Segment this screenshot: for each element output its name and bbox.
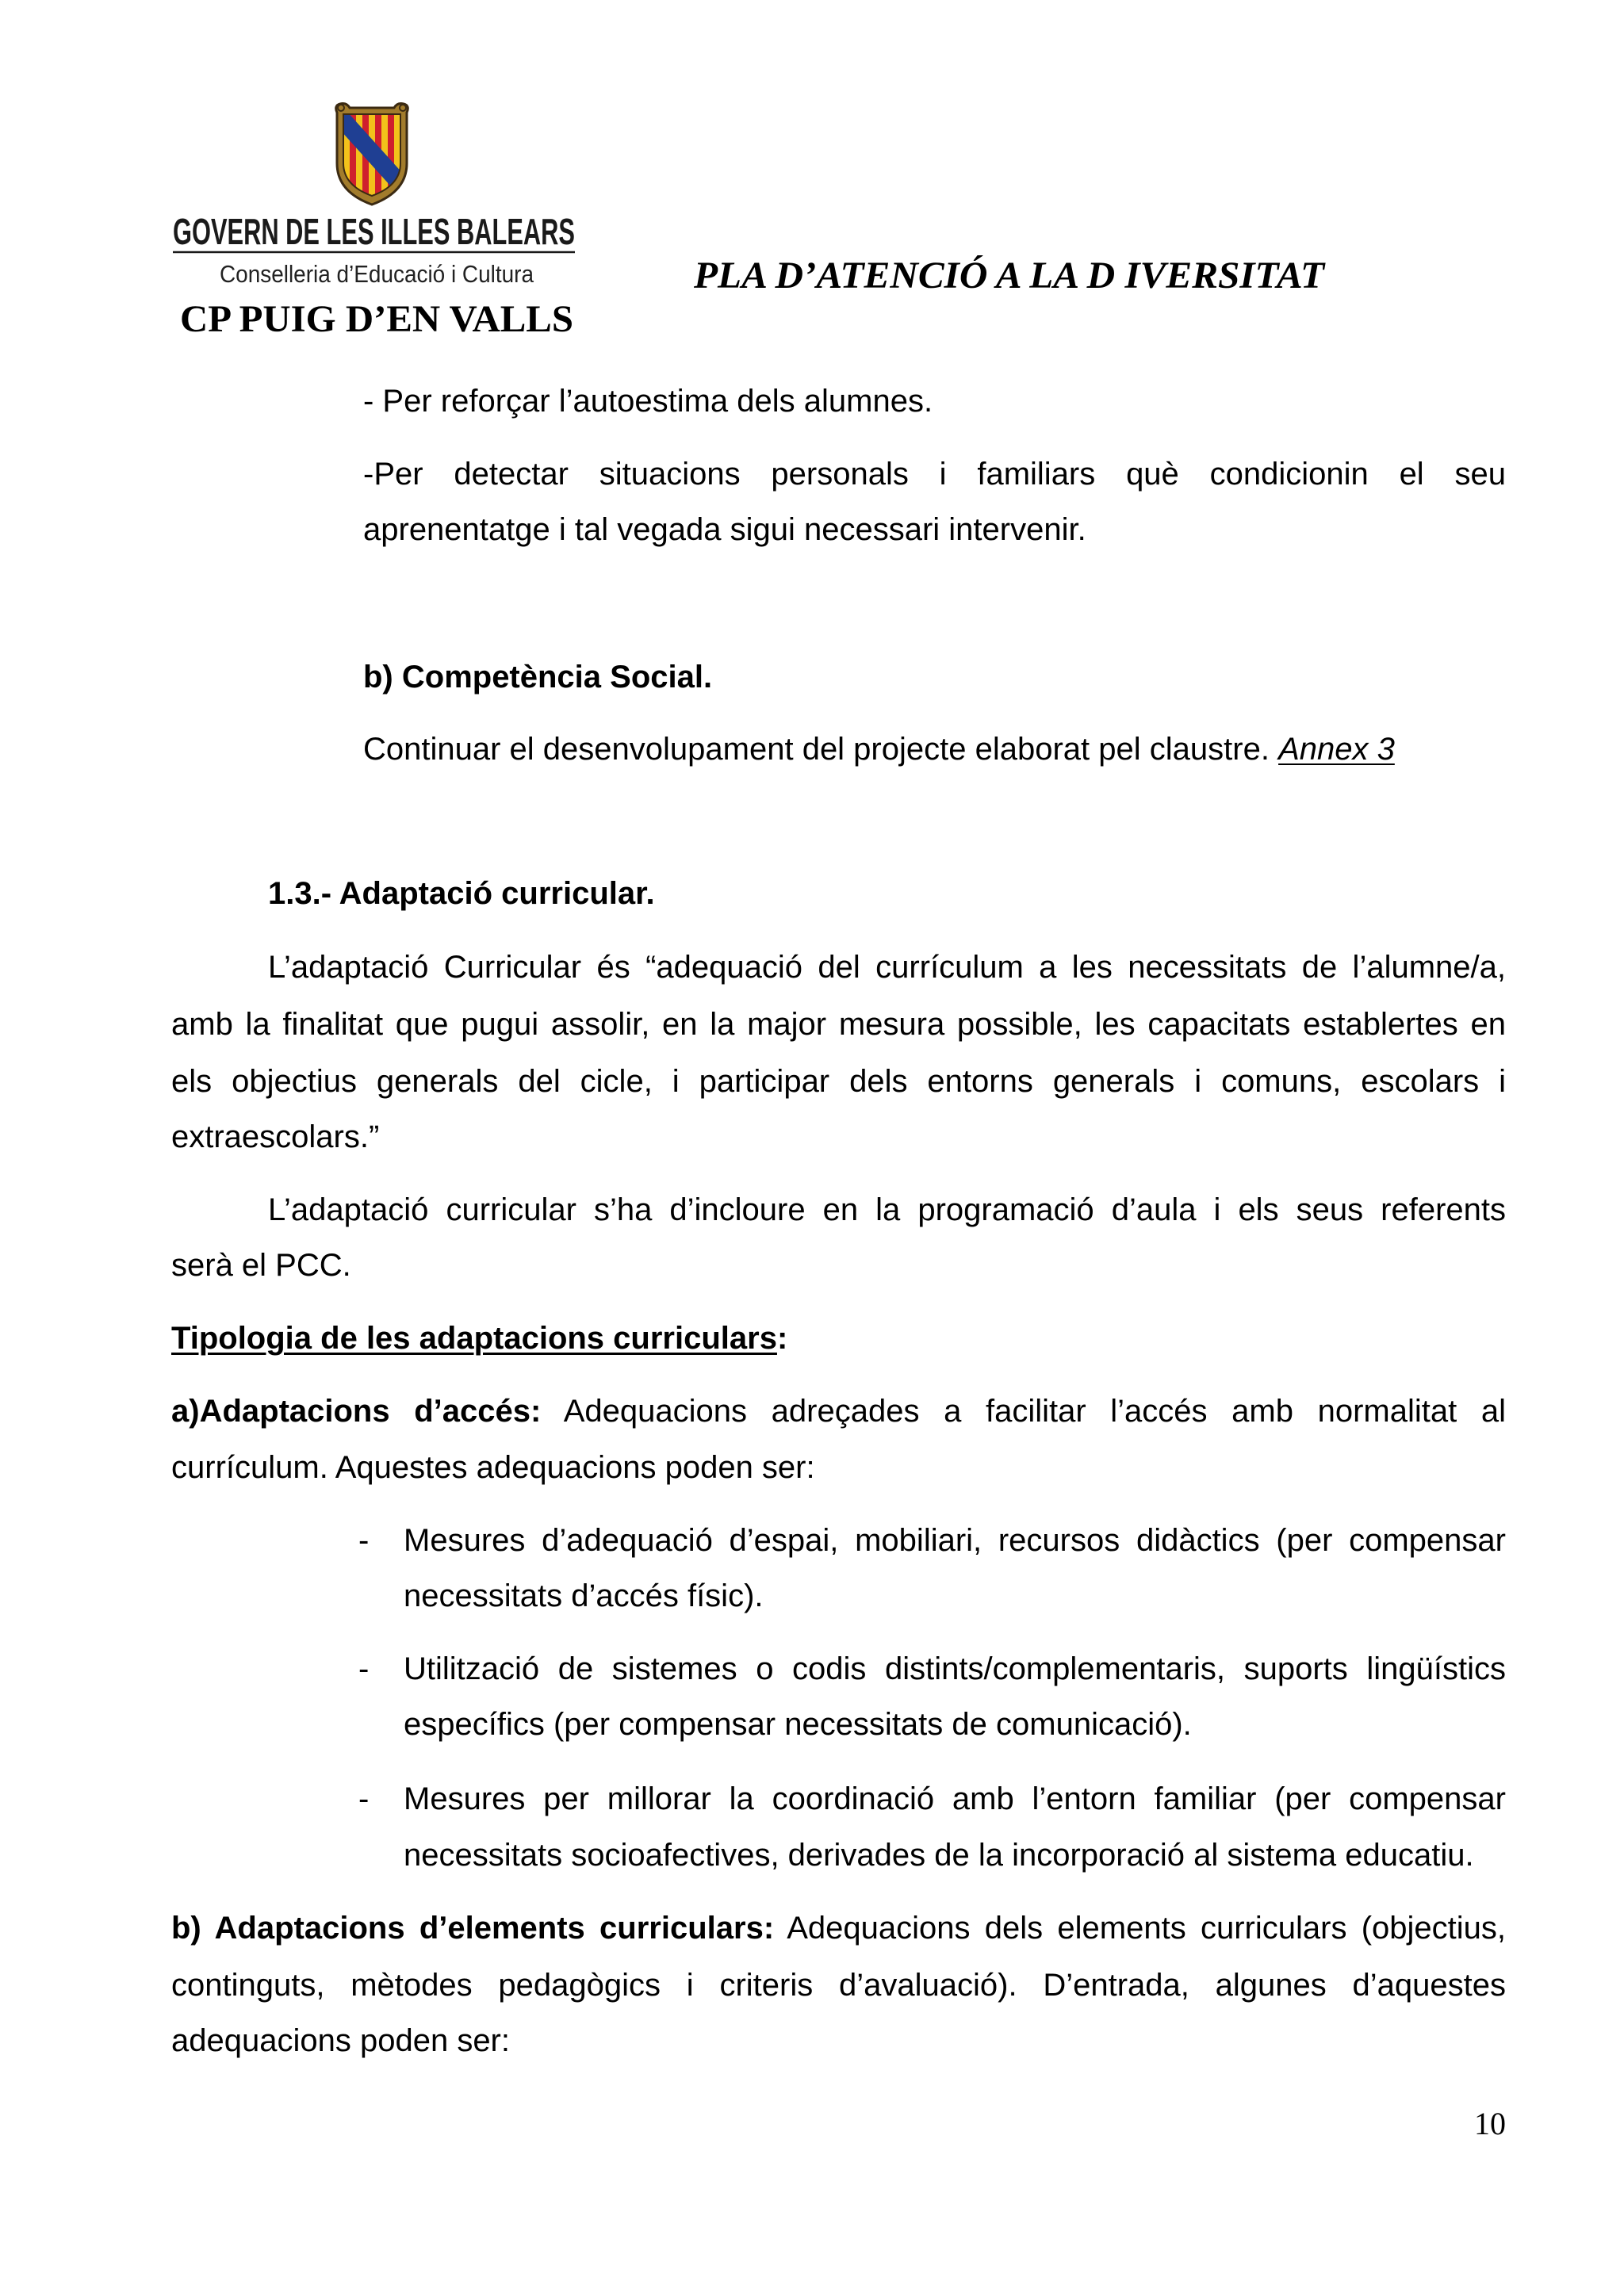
definition-line-2: amb la finalitat que pugui assolir, en la major mesura possible, les capacitats establertes en	[171, 1007, 1506, 1042]
list-item-1-line-1: Mesures d’adequació d’espai, mobiliari, recursos didàctics (per compensar	[404, 1523, 1506, 1558]
pcc-line-1: L’adaptació curricular s’ha d’incloure en la programació d’aula i els seus referents	[268, 1192, 1506, 1227]
detectar-line-1: -Per detectar situacions personals i familiars què condicionin el seu	[363, 457, 1506, 492]
tipologia-heading-colon: :	[776, 1321, 788, 1356]
conselleria-name: Conselleria d’Educació i Cultura	[220, 260, 534, 288]
list-item-3-line-1: Mesures per millorar la coordinació amb l’entorn familiar (per compensar	[404, 1781, 1506, 1816]
list-item-3-line-2: necessitats socioafectives, derivades de la incorporació al sistema educatiu.	[404, 1838, 1474, 1873]
elements-lead: b) Adaptacions d’elements curriculars:	[171, 1911, 775, 1946]
elements-line-3: adequacions poden ser:	[171, 2023, 510, 2058]
access-line-1	[171, 1392, 1506, 1430]
elements-line-2: continguts, mètodes pedagògics i criteris d’avaluació). D’entrada, algunes d’aquestes	[171, 1968, 1506, 2003]
competencia-social-heading: b) Competència Social.	[363, 660, 713, 695]
access-lead: a)Adaptacions d’accés:	[171, 1394, 542, 1429]
pcc-line-2: serà el PCC.	[171, 1248, 351, 1283]
tipologia-heading	[171, 1319, 787, 1357]
competencia-text: Continuar el desenvolupament del projecte elaborat pel claustre.	[363, 732, 1270, 767]
annex-3-reference: Annex 3	[1278, 732, 1395, 767]
list-bullet: -	[358, 1781, 370, 1816]
elements-text: Adequacions dels elements curriculars (objectius,	[787, 1911, 1507, 1946]
access-line-2: currículum. Aquestes adequacions poden ser:	[171, 1450, 815, 1485]
definition-line-4: extraescolars.”	[171, 1119, 380, 1154]
access-text: Adequacions adreçades a facilitar l’accés amb normalitat al	[563, 1394, 1506, 1429]
page-header	[0, 0, 1624, 365]
definition-line-1: L’adaptació Curricular és “adequació del currículum a les necessitats de l’alumne/a,	[268, 950, 1506, 985]
list-item-1-line-2: necessitats d’accés físic).	[404, 1578, 764, 1613]
detectar-line-2: aprenentatge i tal vegada sigui necessari intervenir.	[363, 512, 1086, 547]
govern-name: GOVERN DE LES ILLES BALEARS	[173, 211, 575, 252]
definition-line-3: els objectius generals del cicle, i participar dels entorns generals i comuns, escolars i	[171, 1064, 1506, 1099]
list-bullet: -	[358, 1651, 370, 1686]
list-item-2-line-1: Utilització de sistemes o codis distints/complementaris, suports lingüístics	[404, 1651, 1506, 1686]
list-bullet: -	[358, 1523, 370, 1558]
document-title: PLA D’ATENCIÓ A LA D IVERSITAT	[694, 254, 1309, 297]
coat-of-arms-icon	[323, 99, 420, 205]
autoestima-line: - Per reforçar l’autoestima dels alumnes.	[363, 384, 933, 419]
section-heading: 1.3.- Adaptació curricular.	[268, 876, 655, 911]
page-number: 10	[1474, 2106, 1506, 2141]
tipologia-heading-text: Tipologia de les adaptacions curriculars	[171, 1321, 777, 1356]
list-item-2-line-2: específics (per compensar necessitats de comunicació).	[404, 1707, 1192, 1742]
school-name: CP PUIG D’EN VALLS	[180, 298, 573, 340]
elements-line-1	[171, 1909, 1506, 1947]
competencia-social-text	[363, 730, 1395, 768]
